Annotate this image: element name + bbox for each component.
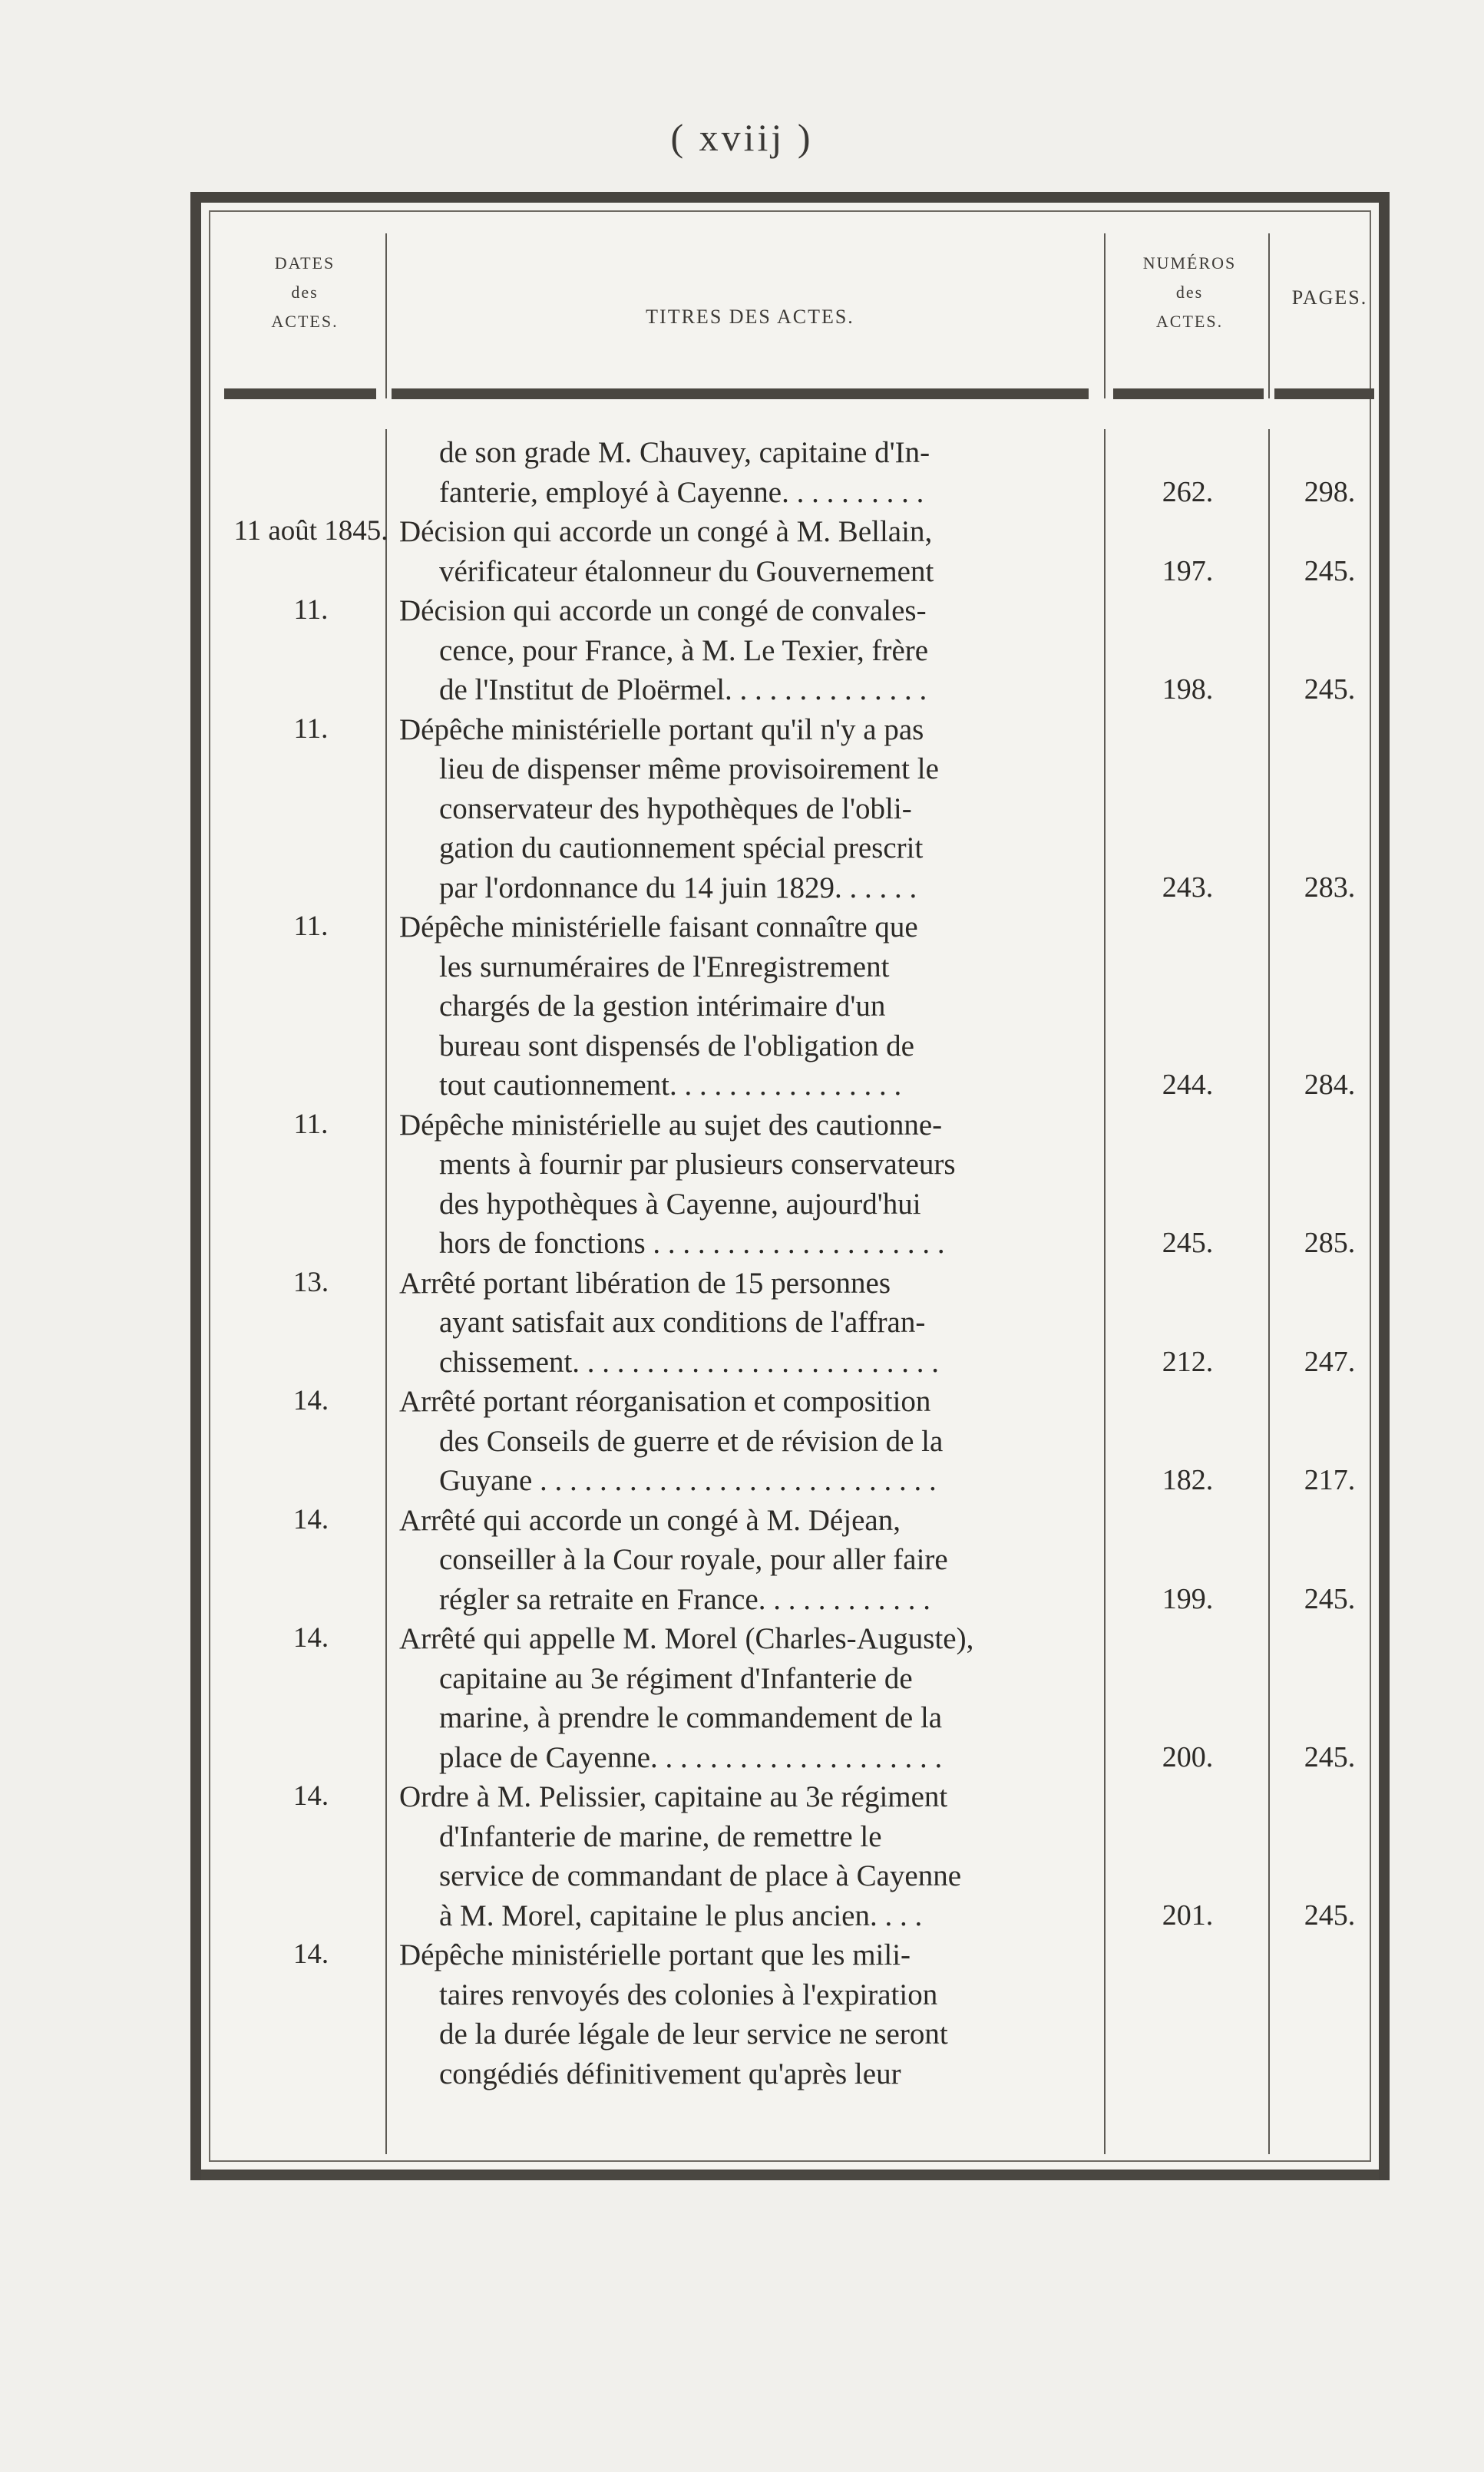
col-divider-head-2	[1104, 233, 1106, 398]
row-title-line: hors de fonctions . . . . . . . . . . . . . . . . . . . .	[439, 1227, 945, 1260]
row-title-line: conservateur des hypothèques de l'obli-	[439, 792, 912, 825]
row-title	[399, 1501, 1102, 1620]
row-acte-number: 182.	[1162, 1464, 1214, 1496]
row-title-line: par l'ordonnance du 14 juin 1829. . . . . .	[439, 871, 917, 904]
row-title-line: des hypothèques à Cayenne, aujourd'hui	[439, 1187, 921, 1221]
row-title-line: de la durée légale de leur service ne seront	[439, 2018, 948, 2051]
row-title-line: Arrêté qui appelle M. Morel (Charles-Auguste),	[399, 1622, 974, 1655]
header-titres-label: TITRES DES ACTES.	[646, 306, 854, 328]
row-title-line: Guyane . . . . . . . . . . . . . . . . . . . . . . . . . . .	[439, 1464, 937, 1497]
row-title-line: Ordre à M. Pelissier, capitaine au 3e régiment	[399, 1780, 948, 1813]
row-title-line: Dépêche ministérielle faisant connaître que	[399, 910, 918, 944]
row-title-line: conseiller à la Cour royale, pour aller faire	[439, 1543, 948, 1576]
col-divider-head-3	[1268, 233, 1270, 398]
header-numeros	[1107, 249, 1272, 336]
row-page-number: 245.	[1304, 1740, 1356, 1773]
row-page-number: 285.	[1304, 1227, 1356, 1259]
header-rule-dates	[224, 388, 376, 399]
row-title	[399, 1105, 1102, 1264]
row-title-line: Décision qui accorde un congé à M. Bellain,	[399, 515, 933, 548]
row-page-number: 245.	[1304, 1899, 1356, 1932]
row-title-line: Dépêche ministérielle portant qu'il n'y a pas	[399, 712, 924, 746]
row-acte-number: 243.	[1162, 871, 1214, 904]
header-numeros-line2: des	[1175, 283, 1204, 302]
row-title-line: Décision qui accorde un congé de convales-	[399, 594, 927, 627]
header-pages-label: PAGES.	[1291, 286, 1368, 309]
row-title-line: lieu de dispenser même provisoirement le	[439, 752, 939, 785]
row-page-number: 283.	[1304, 871, 1356, 904]
row-title-line: de son grade M. Chauvey, capitaine d'In-	[439, 436, 930, 469]
page-number: ( xviij )	[670, 116, 814, 159]
col-divider-head-1	[385, 233, 387, 398]
row-page-number: 284.	[1304, 1069, 1356, 1101]
row-title-line: les surnuméraires de l'Enregistrement	[439, 950, 890, 983]
row-title-line: ayant satisfait aux conditions de l'affran-	[439, 1306, 926, 1339]
row-acte-number: 197.	[1162, 554, 1214, 587]
row-title-line: ments à fournir par plusieurs conservateurs	[439, 1148, 956, 1181]
row-title	[399, 1382, 1102, 1501]
row-title-line: service de commandant de place à Cayenne	[439, 1859, 962, 1892]
table-frame	[190, 192, 1390, 2180]
row-title	[399, 512, 1102, 591]
row-page-number: 247.	[1304, 1345, 1356, 1378]
row-title-line: vérificateur étalonneur du Gouvernement	[439, 554, 934, 588]
row-title-line: place de Cayenne. . . . . . . . . . . . . . . . . . . .	[439, 1740, 943, 1774]
row-title-line: Arrêté qui accorde un congé à M. Déjean,	[399, 1503, 901, 1537]
row-title	[399, 1264, 1102, 1383]
col-divider-2	[1104, 429, 1106, 2154]
row-title-line: Arrêté portant réorganisation et composition	[399, 1385, 931, 1418]
row-title	[399, 710, 1102, 908]
row-date: 14.	[293, 1780, 329, 1812]
header-rule-numeros	[1113, 388, 1264, 399]
row-acte-number: 262.	[1162, 475, 1214, 508]
row-date: 11.	[293, 594, 329, 626]
row-title	[399, 1777, 1102, 1935]
row-title-line: de l'Institut de Ploërmel. . . . . . . . . . . . . .	[439, 673, 927, 706]
row-date: 11.	[293, 1108, 329, 1140]
row-page-number: 217.	[1304, 1464, 1356, 1496]
row-page-number: 245.	[1304, 1582, 1356, 1615]
row-date: 14.	[293, 1938, 329, 1970]
row-acte-number: 201.	[1162, 1899, 1214, 1932]
row-title	[399, 433, 1102, 512]
row-page-number: 298.	[1304, 475, 1356, 508]
row-date: 11.	[293, 910, 329, 942]
row-page-number: 245.	[1304, 673, 1356, 706]
header-dates-line1: DATES	[274, 253, 335, 273]
row-date: 14.	[293, 1503, 329, 1535]
row-title-line: cence, pour France, à M. Le Texier, frère	[439, 633, 929, 667]
row-title-line: taires renvoyés des colonies à l'expiration	[439, 1978, 938, 2011]
header-numeros-line3: ACTES.	[1155, 312, 1224, 331]
row-title-line: à M. Morel, capitaine le plus ancien. . . .	[439, 1899, 923, 1932]
row-title-line: bureau sont dispensés de l'obligation de	[439, 1029, 914, 1062]
row-title	[399, 1935, 1102, 2094]
header-dates-line2: des	[291, 283, 319, 302]
row-date: 14.	[293, 1385, 329, 1416]
row-date: 14.	[293, 1622, 329, 1654]
row-title-line: tout cautionnement. . . . . . . . . . . . . . . .	[439, 1069, 902, 1102]
header-dates	[224, 249, 385, 336]
header-rule-titres	[392, 388, 1089, 399]
row-title-line: fanterie, employé à Cayenne. . . . . . . . . .	[439, 475, 924, 509]
row-date: 11 août 1845.	[233, 515, 388, 547]
row-acte-number: 198.	[1162, 673, 1214, 706]
header-titres	[393, 302, 1107, 332]
row-title-line: d'Infanterie de marine, de remettre le	[439, 1819, 882, 1853]
col-divider-3	[1268, 429, 1270, 2154]
row-title-line: Dépêche ministérielle au sujet des cautionne-	[399, 1108, 943, 1142]
row-page-number: 245.	[1304, 554, 1356, 587]
row-title-line: gation du cautionnement spécial prescrit	[439, 831, 924, 864]
header-pages	[1272, 283, 1387, 312]
row-date: 13.	[293, 1266, 329, 1298]
row-acte-number: 199.	[1162, 1582, 1214, 1615]
row-title-line: Arrêté portant libération de 15 personnes	[399, 1266, 891, 1300]
header-dates-line3: ACTES.	[271, 312, 339, 331]
row-title-line: chissement. . . . . . . . . . . . . . . . . . . . . . . . .	[439, 1345, 940, 1379]
row-date: 11.	[293, 712, 329, 745]
bottom-rule	[201, 2171, 1379, 2180]
row-acte-number: 245.	[1162, 1227, 1214, 1259]
row-title	[399, 907, 1102, 1105]
row-acte-number: 200.	[1162, 1740, 1214, 1773]
row-title-line: marine, à prendre le commandement de la	[439, 1701, 943, 1734]
row-acte-number: 244.	[1162, 1069, 1214, 1101]
row-title-line: congédiés définitivement qu'après leur	[439, 2057, 901, 2090]
row-title-line: chargés de la gestion intérimaire d'un	[439, 990, 886, 1023]
row-title	[399, 1619, 1102, 1777]
header-numeros-line1: NUMÉROS	[1142, 253, 1237, 273]
row-title-line: Dépêche ministérielle portant que les mili-	[399, 1938, 911, 1971]
row-title-line: régler sa retraite en France. . . . . . . . . . . .	[439, 1582, 930, 1616]
header-rule-pages	[1274, 388, 1374, 399]
row-acte-number: 212.	[1162, 1345, 1214, 1378]
row-title-line: capitaine au 3e régiment d'Infanterie de	[439, 1661, 913, 1695]
row-title	[399, 591, 1102, 710]
row-title-line: des Conseils de guerre et de révision de la	[439, 1424, 944, 1458]
